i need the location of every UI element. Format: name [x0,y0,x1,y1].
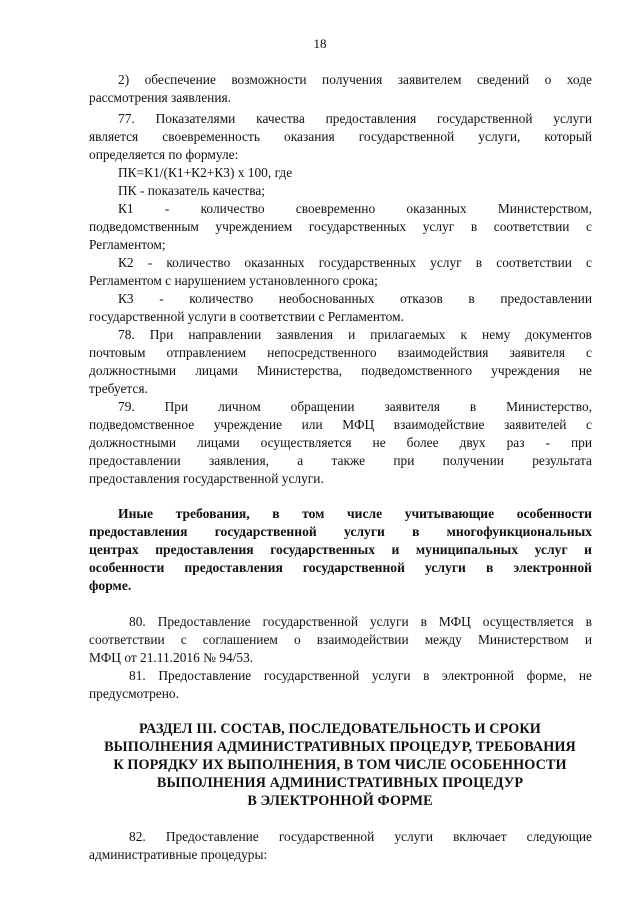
section-heading-line: К ПОРЯДКУ ИХ ВЫПОЛНЕНИЯ, В ТОМ ЧИСЛЕ ОСОБЕННОСТИ [113,757,567,773]
text-line: соответствии с соглашением о взаимодействии между Министерством и [89,632,592,647]
formula-line: ПК=К1/(К1+К2+К3) х 100, где [118,165,293,180]
text-line: административные процедуры: [89,847,268,862]
text-line: 77. Показателями качества предоставления государственной услуги [118,111,592,126]
section-heading-line: ВЫПОЛНЕНИЯ АДМИНИСТРАТИВНЫХ ПРОЦЕДУР [156,775,524,791]
text-line: 82. Предоставление государственной услуги включает следующие [129,829,592,844]
text-line: подведомственным учреждением государственных услуг в соответствии с [89,219,592,234]
text-line: МФЦ от 21.11.2016 № 94/53. [89,650,254,665]
text-line: требуется. [89,381,148,396]
text-line: Регламентом; [89,237,166,252]
text-line: предоставления государственной услуги. [89,471,324,486]
text-line: К3 - количество необоснованных отказов в предоставлении [118,291,592,306]
text-line: К1 - количество своевременно оказанных Министерством, [118,201,592,216]
page-number: 18 [313,36,327,51]
text-line: предоставлении заявления, а также при получении результата [89,453,592,468]
section-heading-line: РАЗДЕЛ III. СОСТАВ, ПОСЛЕДОВАТЕЛЬНОСТЬ И СРОКИ [139,721,541,737]
subsection-heading-line: форме. [89,578,132,593]
text-line: должностными лицами осуществляется не более двух раз - при [89,435,592,450]
subsection-heading-line: центрах предоставления государственных и муниципальных услуг и [89,542,592,557]
text-line: государственной услуги в соответствии с Регламентом. [89,309,404,324]
text-line: 2) обеспечение возможности получения заявителем сведений о ходе [118,72,592,87]
subsection-heading-line: Иные требования, в том числе учитывающие особенности [118,506,592,521]
text-line: рассмотрения заявления. [89,90,232,105]
text-line: 78. При направлении заявления и прилагаемых к нему документов [118,327,592,342]
text-line: является своевременность оказания государственной услуги, который [89,129,592,144]
text-line: 79. При личном обращении заявителя в Министерство, [118,399,592,414]
subsection-heading-line: особенности предоставления государственной услуги в электронной [89,560,592,575]
text-line: 81. Предоставление государственной услуги в электронной форме, не [129,668,592,683]
section-heading-line: ВЫПОЛНЕНИЯ АДМИНИСТРАТИВНЫХ ПРОЦЕДУР, ТРЕБОВАНИЯ [104,739,576,755]
text-line: подведомственное учреждение или МФЦ взаимодействие заявителей с [89,417,592,432]
text-line: предусмотрено. [89,686,179,701]
text-line: 80. Предоставление государственной услуги в МФЦ осуществляется в [129,614,592,629]
subsection-heading-line: предоставления государственной услуги в многофункциональных [89,524,592,539]
text-line: Регламентом с нарушением установленного срока; [89,273,378,288]
text-line: почтовым отправлением непосредственного взаимодействия заявителя с [89,345,592,360]
text-line: ПК - показатель качества; [118,183,266,198]
text-line: К2 - количество оказанных государственных услуг в соответствии с [118,255,592,270]
text-line: должностными лицами Министерства, подведомственного учреждения не [89,363,592,378]
section-heading-line: В ЭЛЕКТРОННОЙ ФОРМЕ [247,793,433,809]
text-line: определяется по формуле: [89,147,239,162]
